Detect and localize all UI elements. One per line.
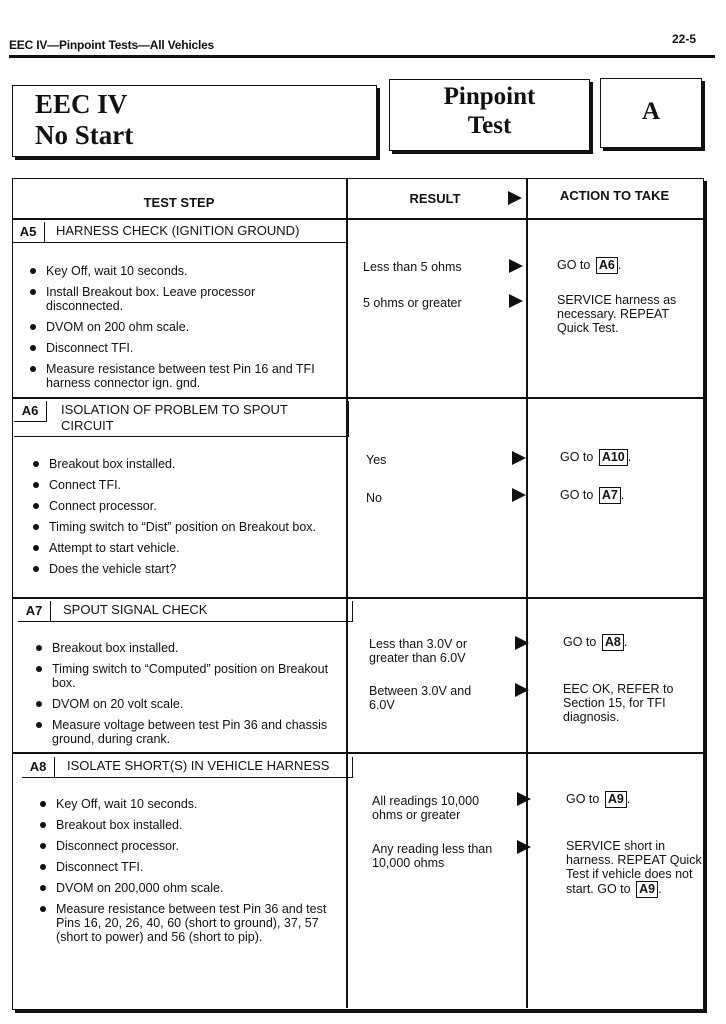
step-a6-list: [31, 457, 331, 583]
list-item: Measure resistance between test Pin 16 and TFI harness connector ign. gnd.: [28, 362, 328, 390]
test-letter-box: [600, 78, 702, 148]
list-item: Disconnect processor.: [38, 839, 338, 853]
a5-action-1: [557, 257, 697, 274]
pinpoint-line1: Pinpoint: [443, 83, 536, 110]
step-a5-title: HARNESS CHECK (IGNITION GROUND): [56, 223, 300, 238]
step-a8-title: ISOLATE SHORT(S) IN VEHICLE HARNESS: [67, 758, 330, 773]
a6-result-1-arrow-icon: [512, 451, 526, 465]
page-number: 22-5: [672, 32, 697, 46]
a5-action-1-post: .: [617, 258, 622, 272]
step-a7-list: [34, 641, 334, 753]
list-item: DVOM on 20 volt scale.: [34, 697, 334, 711]
list-item: Breakout box installed.: [38, 818, 338, 832]
a8-action-2-text: SERVICE short in harness. REPEAT Quick Test if vehicle does not start. GO to: [566, 839, 702, 896]
list-item: Key Off, wait 10 seconds.: [28, 264, 328, 278]
a5-result-2: 5 ohms or greater: [363, 296, 462, 310]
list-item: Key Off, wait 10 seconds.: [38, 797, 338, 811]
a8-result-1-arrow-icon: [517, 792, 531, 806]
a7-result-1-arrow-icon: [515, 636, 529, 650]
list-item: DVOM on 200 ohm scale.: [28, 320, 328, 334]
list-item: Attempt to start vehicle.: [31, 541, 331, 555]
pinpoint-test-box: [389, 79, 590, 151]
section-header: EEC IV—Pinpoint Tests—All Vehicles: [9, 38, 215, 52]
step-a6-label: [14, 401, 349, 437]
title-line1: EEC IV: [35, 89, 128, 119]
step-a8-label: [22, 757, 353, 778]
a6-action-2: [560, 487, 700, 504]
col-header-test-step: TEST STEP: [143, 195, 215, 210]
a8-result-2: Any reading less than 10,000 ohms: [372, 842, 493, 870]
a6-action-2-text: GO to: [560, 488, 594, 502]
a7-action-1-ref: A8: [602, 634, 624, 651]
a6-action-2-ref: A7: [599, 487, 621, 504]
list-item: Timing switch to “Dist” position on Breakout box.: [31, 520, 331, 534]
test-letter: A: [641, 98, 661, 125]
col-header-action: ACTION TO TAKE: [559, 188, 670, 203]
a5-result-2-arrow-icon: [509, 294, 523, 308]
list-item: Breakout box installed.: [34, 641, 334, 655]
a8-result-2-arrow-icon: [517, 840, 531, 854]
list-item: Disconnect TFI.: [28, 341, 328, 355]
step-a6-id: A6: [14, 401, 47, 422]
a7-result-2: Between 3.0V and 6.0V: [369, 684, 472, 712]
a6-result-1: Yes: [366, 453, 387, 467]
a8-action-1-text: GO to: [566, 792, 600, 806]
a5-action-1-text: GO to: [557, 258, 591, 272]
a6-result-2-arrow-icon: [512, 488, 526, 502]
a6-action-1-text: GO to: [560, 450, 594, 464]
a6-action-1-post: .: [627, 450, 632, 464]
step-a5-label: [12, 222, 347, 243]
col-divider-2: [526, 178, 528, 1008]
col-header-arrow-icon: [508, 191, 522, 205]
header-rule: [9, 55, 715, 58]
a5-action-2: SERVICE harness as necessary. REPEAT Quick Test.: [557, 293, 677, 335]
list-item: Timing switch to “Computed” position on Breakout box.: [34, 662, 334, 690]
step-a7-label: [18, 601, 353, 622]
pinpoint-line2: Test: [467, 112, 512, 139]
header-bottom-rule: [12, 218, 704, 220]
col-header-result: RESULT: [409, 191, 461, 206]
a8-result-1: All readings 10,000 ohms or greater: [372, 794, 480, 822]
a6-result-2: No: [366, 491, 382, 505]
a5-action-1-ref: A6: [596, 257, 618, 274]
a5-result-1-arrow-icon: [509, 259, 523, 273]
row-divider-a6-a7: [12, 597, 704, 599]
step-a5-id: A5: [12, 222, 45, 242]
title-line2: No Start: [35, 120, 134, 150]
a7-action-1: [563, 634, 703, 651]
a7-result-2-arrow-icon: [515, 683, 529, 697]
a6-action-2-post: .: [620, 488, 625, 502]
a7-action-1-post: .: [623, 635, 628, 649]
step-a7-title: SPOUT SIGNAL CHECK: [63, 602, 208, 617]
a6-action-1: [560, 449, 700, 466]
title-box: [12, 85, 377, 157]
list-item: Connect TFI.: [31, 478, 331, 492]
a6-action-1-ref: A10: [599, 449, 628, 466]
list-item: Measure resistance between test Pin 36 and test Pins 16, 20, 26, 40, 60 (short to ground), 37, 57 (short to power) and 56 (short to pip).: [38, 902, 338, 944]
step-a6-title: ISOLATION OF PROBLEM TO SPOUT CIRCUIT: [61, 402, 288, 433]
list-item: Does the vehicle start?: [31, 562, 331, 576]
a8-action-1-post: .: [626, 792, 631, 806]
list-item: Disconnect TFI.: [38, 860, 338, 874]
a5-result-1: Less than 5 ohms: [363, 260, 462, 274]
a8-action-1: [566, 791, 706, 808]
list-item: Breakout box installed.: [31, 457, 331, 471]
col-divider-1: [346, 178, 348, 1008]
list-item: Measure voltage between test Pin 36 and chassis ground, during crank.: [34, 718, 334, 746]
list-item: Install Breakout box. Leave processor disconnected.: [28, 285, 328, 313]
step-a8-list: [38, 797, 338, 951]
step-a5-list: [28, 264, 328, 397]
a8-action-2-ref: A9: [636, 881, 658, 898]
a7-action-2: EEC OK, REFER to Section 15, for TFI diagnosis.: [563, 682, 674, 724]
list-item: DVOM on 200,000 ohm scale.: [38, 881, 338, 895]
list-item: Connect processor.: [31, 499, 331, 513]
title-text: [13, 86, 376, 151]
row-divider-a5-a6: [12, 397, 704, 399]
step-a8-id: A8: [22, 757, 55, 777]
a8-action-1-ref: A9: [605, 791, 627, 808]
step-a7-id: A7: [18, 601, 51, 621]
a8-action-2: [566, 839, 702, 898]
a8-action-2-post: .: [658, 882, 662, 896]
a7-result-1: Less than 3.0V or greater than 6.0V: [369, 637, 467, 665]
a7-action-1-text: GO to: [563, 635, 597, 649]
